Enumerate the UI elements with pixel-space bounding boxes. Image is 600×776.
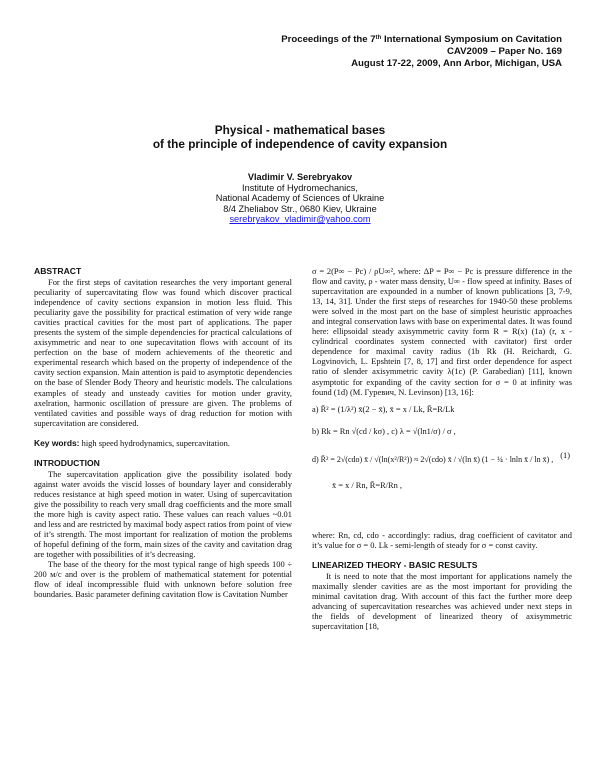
introduction-paragraph-2: The base of the theory for the most typical range of high speeds 100 ÷ 200 м/с and over is the problem of mathematical statement for potential flow of ideal incompressible fluid with unknown before solution free boundaries. Basic parameter defining cavitation flow is Cavitation Number [34, 559, 292, 600]
author-block [100, 172, 500, 225]
proceedings-line [202, 34, 562, 46]
date-place: August 17-22, 2009, Ann Arbor, Michigan, USA [351, 57, 562, 69]
paper-number: CAV2009 – Paper No. 169 [446, 45, 562, 57]
title-line-1: Physical - mathematical bases [214, 123, 386, 137]
left-column [34, 266, 292, 599]
linearized-theory-heading: LINEARIZED THEORY - BASIC RESULTS [312, 559, 478, 570]
keywords-text: high speed hydrodynamics, supercavitation. [79, 437, 230, 448]
introduction-heading: INTRODUCTION [34, 457, 100, 468]
author-institute: Institute of Hydromechanics, [242, 182, 358, 193]
right-paragraph-1: σ = 2(P∞ − Pc) / ρU∞², where: ΔP = P∞ − Pc is pressure difference in the flow and cavity, ρ - water mass density, U∞ - flow speed at infinity. Bases of supercavitation are expounded in a number of known publications [3, 7-9, 13, 14, 31]. Under the first steps of researches for 1940-50 these problems were solved in the most part on the base of simplest heuristic approaches and integral conservation laws with base on experimental dates. It was found here: ellipsoidal steady axisymmetric cavity form R = R(x) (1a) (r, x - cylindrical coordinates system connected with cavitator) first order dependence for maximal cavity radius (1b Rk (H. Reichardt, G. Logvinovich, L. Epshtein [7, 8, 17] and first order dependence for aspect ratio of slender axisymmetric cavity λ(1c) (P. Garabedian) [11], known asymptotic for expanding of the cavity section for σ = 0 at infinity was found (1d) (М. Гуревич, N. Levinson) [13, 16]: [312, 266, 572, 397]
abstract-heading: ABSTRACT [34, 266, 82, 276]
right-paragraph-3: It is need to note that the most important for applications namely the maximally slender cavities are as the most important for providing the minimal cavitation drag. With account of this fact the further more deep advancing of supercavitation researches was achieved under next steps in the fields of development of linearized theory of axisymmetric supercavitation [18, [312, 570, 572, 631]
author-academy: National Academy of Sciences of Ukraine [215, 193, 385, 204]
author-email-link[interactable]: serebryakov_vladimir@yahoo.com [229, 214, 371, 225]
proceedings-header [202, 34, 562, 69]
proceedings-suffix: International Symposium on Cavitation [381, 34, 562, 45]
introduction-paragraph-1: The supercavitation application give the possibility isolated body against water avoids the viscid losses of boundary layer and considerably reduces resistance at high speed motion in water. Using of supercavitation give the possibility to reach very small drag coefficients and the more small the more high is cavity aspect ratio. These values can reach values ~0.01 and less and are restricted by maximal body aspect ratios from point of view of it’s strength. The most important for realization of motion the problems of hopeful defining of the form, main sizes of the cavity and cavitation drag are together with possibilities of it’s decreasing. [34, 468, 292, 560]
abstract-text: For the first steps of cavitation researches the very important general peculiarity of supercavitating flow was found which discover practical independence of cavity sections expansion in motion less fluid. This peculiarity gave the possibility for practical estimation of very wide range cavities practical cavities for the most part of applications. The paper presents the system of the simple dependencies for practical calculations of axisymmetric and near to one supecavitation flows with account of its perfection on the base of modern achievements of the theoretic and experimental research which based on the property of independence of the cavity section expansion. Main attention is paid to asymptotic dependencies on the base of Slender Body Theory and heuristic models. The calculations examples of steady and unsteady cavities for motion under gravity, axelration, harmonic oscillation of pressure are given. The problems of ventilated cavities and possible ways of drag reduction for motion with supercavitation are considered. [34, 277, 292, 428]
author-address: 8/4 Zheliabov Str., 0680 Kiev, Ukraine [223, 203, 377, 214]
equation-1d: d) R̄² = 2√(cdo) x̄ / √(ln(x²/R²)) ≈ 2√(cdo) x̄ / √(ln x̄) (1 − ¼ · lnln x̄ / ln x̄) , [312, 454, 554, 464]
equation-1a: a) R̄² = (1/λ²) x̄(2 − x̄), x̄ = x / Lk, R̄=R/Lk [312, 404, 455, 414]
equation-1b-1c: b) Rk = Rn √(cd / kσ) , c) λ = √(ln1/σ) / σ , [312, 426, 456, 436]
equation-number: (1) [560, 450, 570, 460]
paper-title [80, 123, 520, 151]
keywords-label: Key words: [34, 437, 80, 448]
author-name: Vladimir V. Serebryakov [247, 172, 353, 182]
right-paragraph-2: where: Rn, cd, cdo - accordingly: radius, drag coefficient of cavitator and it’s value for σ = 0. Lk - semi-length of steady for σ = const cavity. [312, 529, 572, 550]
title-line-2: of the principle of independence of cavity expansion [152, 137, 448, 151]
equation-block-1 [312, 401, 572, 526]
right-column [312, 266, 572, 631]
proceedings-prefix: Proceedings of the 7 [281, 34, 376, 45]
keywords [34, 438, 292, 448]
proceedings-superscript: th [375, 35, 382, 41]
equation-1e: x̄ = x / Rn, R̄=R/Rn , [332, 480, 402, 490]
